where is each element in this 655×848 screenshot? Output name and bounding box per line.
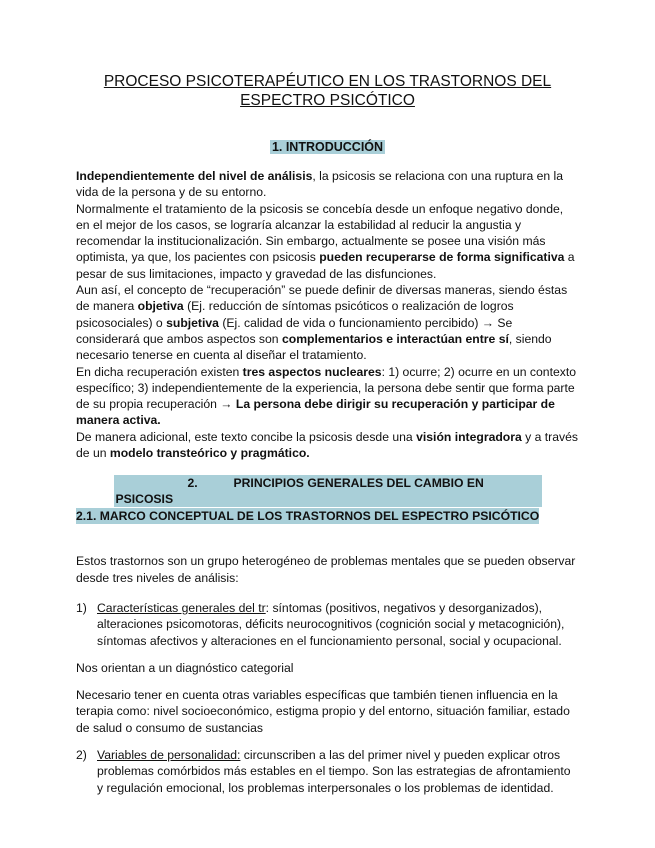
paragraph-6: Estos trastornos son un grupo heterogéneo de problemas mentales que se pueden observar desde tres niveles de análisis: — [76, 554, 576, 585]
list-item-1: 1) Características generales del tr: síntomas (positivos, negativos y desorganizados), alteraciones psicomotoras, déficits neurocognitivos (cognición social y metacognición), síntomas afectivos y alteraciones en el funcionamiento personal, social y ocupacional. — [76, 600, 565, 648]
paragraph-2: Normalmente el tratamiento de la psicosis se concebía desde un enfoque negativo donde, en el mejor de los casos, se lograría alcanzar la estabilidad al reducir la angustia y recomendar la institucionalización. Sin embargo, actualmente se posee una visión más optimista, ya que, los pacientes con psicosis pueden recuperarse de forma significativa a pesar de sus limitaciones, impacto y gravedad de las disfunciones. — [76, 201, 575, 281]
section-heading-principios: 2. PRINCIPIOS GENERALES DEL CAMBIO EN PSICOSIS — [76, 475, 579, 507]
paragraph-5: De manera adicional, este texto concibe la psicosis desde una visión integradora y a través de un modelo transteórico y pragmático. — [76, 429, 578, 461]
section-heading-introduccion — [76, 140, 579, 154]
subsection-heading-marco: 2.1. MARCO CONCEPTUAL DE LOS TRASTORNOS DEL ESPECTRO PSICÓTICO — [76, 509, 540, 524]
document-page — [76, 72, 579, 796]
list-item-2: 2) Variables de personalidad: circunscriben a las del primer nivel y pueden explicar otros problemas comórbidos más estables en el tiempo. Son las estrategias de afrontamiento y regulación emocional, los problemas interpersonales o los problemas de identidad. — [76, 748, 571, 795]
document-title: PROCESO PSICOTERAPÉUTICO EN LOS TRASTORNOS DEL ESPECTRO PSICÓTICO — [103, 73, 552, 109]
paragraph-3: Aun así, el concepto de “recuperación” se puede definir de diversas maneras, siendo éstas de manera objetiva (Ej. reducción de síntomas psicóticos o realización de logros psicosociales) o subjetiva (Ej. calidad de vida o funcionamiento percibido) → Se considerará que ambos aspectos son complementarios e interactúan entre sí, siendo necesario tenerse en cuenta al diseñar el tratamiento. — [76, 283, 568, 363]
paragraph-8: Necesario tener en cuenta otras variables específicas que también tienen influencia en la terapia como: nivel socioeconómico, estigma propio y del entorno, situación familiar, estado de salud o consumo de sustancias — [76, 688, 570, 735]
section-heading-text: 1. INTRODUCCIÓN — [271, 140, 384, 154]
paragraph-1: Independientemente del nivel de análisis, la psicosis se relaciona con una ruptura en la vida de la persona y de su entorno. — [76, 169, 564, 200]
paragraph-7: Nos orientan a un diagnóstico categorial — [76, 660, 294, 675]
paragraph-4: En dicha recuperación existen tres aspectos nucleares: 1) ocurre; 2) ocurre en un contexto específico; 3) independientemente de la experiencia, la persona debe sentir que forma parte de su propia recuperación → La persona debe dirigir su recuperación y participar de manera activa. — [76, 364, 576, 428]
